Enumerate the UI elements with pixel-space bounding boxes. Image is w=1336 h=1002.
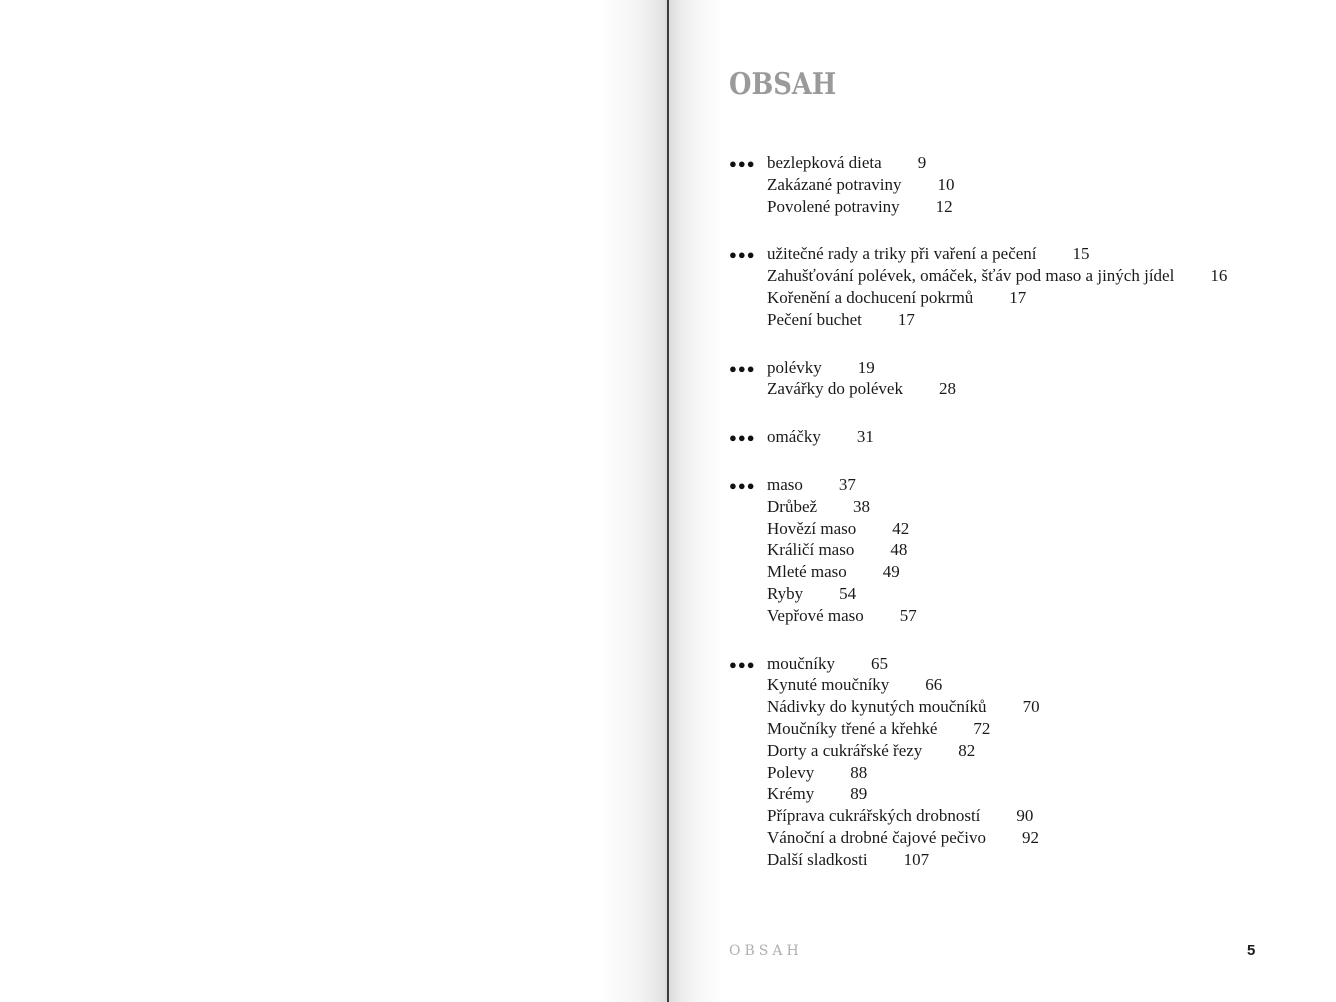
toc-subentry-page: 17 bbox=[897, 309, 915, 329]
toc-subentry-label: Zavářky do polévek bbox=[767, 379, 903, 399]
toc-subentry-page: 107 bbox=[903, 849, 930, 869]
toc-subentry-page: 10 bbox=[937, 174, 955, 194]
toc-subentry[interactable] bbox=[729, 605, 1289, 627]
toc-section bbox=[729, 152, 1289, 217]
toc-chapter-label: užitečné rady a triky při vaření a pečení bbox=[767, 244, 1037, 264]
toc-chapter-page: 19 bbox=[857, 357, 875, 377]
toc-subentry-label: Polevy bbox=[767, 762, 815, 782]
toc-subentry-page: 57 bbox=[899, 605, 917, 625]
left-page bbox=[0, 0, 667, 1002]
toc-chapter-label: maso bbox=[767, 474, 803, 494]
toc-subentry-label: Drůbež bbox=[767, 496, 818, 516]
toc-subentry[interactable] bbox=[729, 718, 1289, 740]
toc-subentry-page: 82 bbox=[958, 740, 976, 760]
toc-section bbox=[729, 474, 1289, 627]
toc-subentry[interactable] bbox=[729, 849, 1289, 871]
toc-subentry-page: 54 bbox=[839, 583, 857, 603]
table-of-contents bbox=[729, 152, 1289, 897]
toc-chapter-entry[interactable] bbox=[729, 357, 1289, 379]
toc-subentry[interactable] bbox=[729, 174, 1289, 196]
toc-section bbox=[729, 653, 1289, 871]
toc-subentry[interactable] bbox=[729, 674, 1289, 696]
toc-subentry-label: Mleté maso bbox=[767, 562, 847, 582]
toc-subentry[interactable] bbox=[729, 561, 1289, 583]
toc-subentry-page: 92 bbox=[1022, 827, 1040, 847]
toc-subentry-label: Zakázané potraviny bbox=[767, 174, 902, 194]
toc-section bbox=[729, 426, 1289, 448]
toc-subentry[interactable] bbox=[729, 287, 1289, 309]
toc-chapter-entry[interactable] bbox=[729, 152, 1289, 174]
toc-chapter-page: 9 bbox=[917, 153, 927, 172]
toc-chapter-label: moučníky bbox=[767, 653, 835, 673]
toc-subentry-label: Povolené potraviny bbox=[767, 196, 900, 216]
toc-chapter-entry[interactable] bbox=[729, 474, 1289, 496]
bullet-dots-icon: ●●● bbox=[729, 656, 756, 672]
toc-subentry-label: Vánoční a drobné čajové pečivo bbox=[767, 827, 987, 847]
toc-subentry-label: Příprava cukrářských drobností bbox=[767, 806, 981, 826]
toc-subentry[interactable] bbox=[729, 496, 1289, 518]
toc-chapter-page: 37 bbox=[838, 474, 856, 494]
toc-subentry[interactable] bbox=[729, 309, 1289, 331]
toc-subentry-page: 49 bbox=[882, 562, 900, 582]
toc-subentry-page: 70 bbox=[1022, 697, 1040, 717]
toc-subentry[interactable] bbox=[729, 265, 1289, 287]
toc-chapter-page: 31 bbox=[856, 427, 874, 447]
toc-subentry[interactable] bbox=[729, 583, 1289, 605]
toc-subentry-page: 66 bbox=[925, 675, 943, 695]
toc-subentry-label: Krémy bbox=[767, 784, 815, 804]
toc-subentry[interactable] bbox=[729, 696, 1289, 718]
toc-chapter-label: bezlepková dieta bbox=[767, 153, 882, 172]
toc-subentry[interactable] bbox=[729, 539, 1289, 561]
toc-section bbox=[729, 243, 1289, 330]
toc-subentry-page: 90 bbox=[1016, 806, 1034, 826]
toc-subentry[interactable] bbox=[729, 740, 1289, 762]
bullet-dots-icon: ●●● bbox=[729, 156, 756, 171]
toc-chapter-entry[interactable] bbox=[729, 426, 1289, 448]
toc-chapter-entry[interactable] bbox=[729, 653, 1289, 675]
toc-subentry-page: 12 bbox=[935, 196, 953, 216]
toc-subentry-page: 48 bbox=[890, 540, 908, 560]
toc-subentry[interactable] bbox=[729, 827, 1289, 849]
toc-chapter-page: 65 bbox=[871, 653, 888, 673]
toc-subentry-page: 28 bbox=[938, 379, 956, 399]
toc-subentry-label: Králičí maso bbox=[767, 540, 855, 560]
toc-subentry-page: 72 bbox=[973, 718, 991, 738]
toc-subentry[interactable] bbox=[729, 196, 1289, 218]
toc-subentry-label: Kořenění a dochucení pokrmů bbox=[767, 287, 974, 307]
toc-subentry-label: Moučníky třené a křehké bbox=[767, 718, 938, 738]
toc-subentry[interactable] bbox=[729, 518, 1289, 540]
page-title: OBSAH bbox=[729, 67, 837, 102]
toc-subentry-label: Další sladkosti bbox=[767, 849, 868, 869]
toc-subentry[interactable] bbox=[729, 805, 1289, 827]
page-number: 5 bbox=[1247, 942, 1256, 959]
bullet-dots-icon: ●●● bbox=[729, 477, 756, 493]
toc-subentry-page: 42 bbox=[892, 518, 910, 538]
toc-subentry-page: 17 bbox=[1009, 287, 1027, 307]
toc-chapter-label: omáčky bbox=[767, 427, 821, 447]
running-head: OBSAH bbox=[729, 943, 803, 959]
toc-chapter-label: polévky bbox=[767, 357, 822, 377]
toc-section bbox=[729, 357, 1289, 401]
bullet-dots-icon: ●●● bbox=[729, 360, 756, 376]
toc-subentry-page: 16 bbox=[1210, 266, 1228, 286]
toc-subentry[interactable] bbox=[729, 783, 1289, 805]
toc-subentry-label: Zahušťování polévek, omáček, šťáv pod maso a jiných jídel bbox=[767, 266, 1175, 286]
toc-subentry-label: Ryby bbox=[767, 583, 804, 603]
toc-subentry[interactable] bbox=[729, 378, 1289, 400]
bullet-dots-icon: ●●● bbox=[729, 247, 756, 263]
bullet-dots-icon: ●●● bbox=[729, 430, 756, 446]
toc-subentry-label: Pečení buchet bbox=[767, 309, 862, 329]
toc-subentry-label: Dorty a cukrářské řezy bbox=[767, 740, 923, 760]
toc-chapter-entry[interactable] bbox=[729, 243, 1289, 265]
toc-subentry-page: 88 bbox=[850, 762, 868, 782]
toc-subentry-page: 38 bbox=[853, 496, 871, 516]
toc-subentry-label: Kynuté moučníky bbox=[767, 675, 890, 695]
toc-subentry[interactable] bbox=[729, 762, 1289, 784]
toc-subentry-label: Nádivky do kynutých moučníků bbox=[767, 697, 987, 717]
toc-subentry-page: 89 bbox=[850, 784, 868, 804]
toc-subentry-label: Vepřové maso bbox=[767, 605, 864, 625]
toc-chapter-page: 15 bbox=[1072, 244, 1090, 264]
toc-subentry-label: Hovězí maso bbox=[767, 518, 857, 538]
